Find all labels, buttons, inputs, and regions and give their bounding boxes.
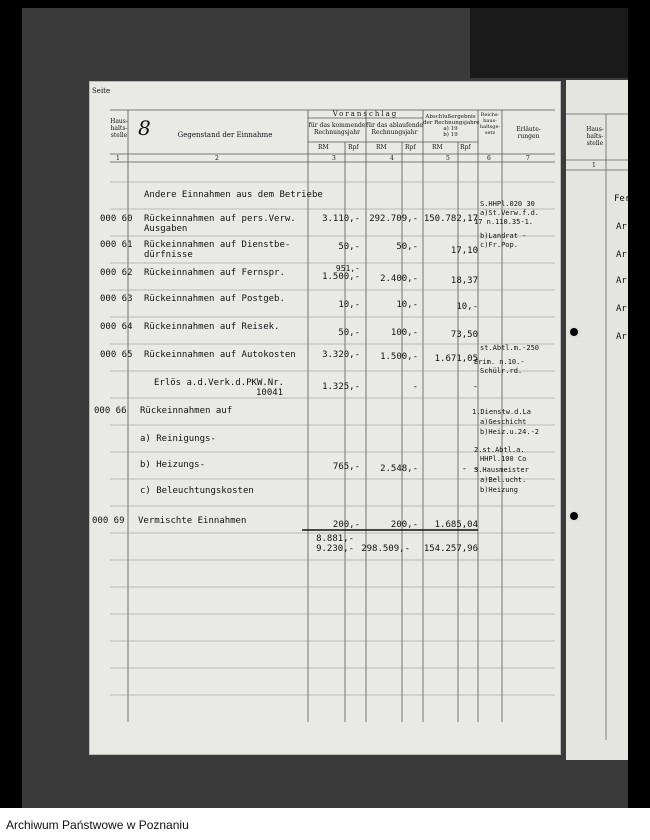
amount-col3: 3.110,- bbox=[322, 214, 360, 224]
rpf-label: Rpf bbox=[460, 144, 471, 151]
amount-col3: 3.320,- bbox=[322, 350, 360, 360]
row-code: 000 60 bbox=[100, 214, 133, 224]
next-fragment: Ar bbox=[616, 250, 627, 260]
row-code: 000 66 bbox=[94, 406, 127, 416]
rm-label: RM bbox=[376, 144, 387, 151]
header-gegenstand: Gegenstand der Einnahme bbox=[177, 131, 273, 139]
punch-hole bbox=[568, 326, 580, 338]
amount-col3: 1.325,- bbox=[322, 382, 360, 392]
amount-col5: 1.685,04 bbox=[434, 520, 478, 530]
note: S.HHPl.020 30 bbox=[480, 200, 535, 208]
row-code: 000 64 bbox=[100, 322, 133, 332]
col-num-7: 7 bbox=[526, 155, 530, 162]
ledger-page bbox=[90, 82, 560, 754]
note: a)St.Verw.f.d. bbox=[480, 209, 540, 217]
amount-col5: 150.782,17 bbox=[423, 214, 478, 224]
note: 2.st.Abtl.a. bbox=[474, 446, 525, 454]
header-voranschlag: Voranschlag bbox=[332, 110, 399, 118]
note: b)Heiz.u.24.-2 bbox=[480, 428, 540, 436]
archive-footer bbox=[0, 808, 650, 840]
col-num-2: 2 bbox=[215, 155, 219, 162]
amount-col4: 50,- bbox=[396, 242, 418, 252]
row-code: 000 62 bbox=[100, 268, 133, 278]
row-text: Rückeinnahmen auf Dienstbe- bbox=[144, 240, 291, 250]
note: Schülr.rd. bbox=[480, 367, 523, 375]
row-code: 000 65 bbox=[100, 350, 133, 360]
next-header-haushaltsstelle: Haus- halts- stelle bbox=[586, 126, 604, 147]
row-text: Rückeinnahmen auf Fernspr. bbox=[144, 268, 285, 278]
total-col4: 298.509,- bbox=[361, 544, 410, 554]
col-num-5: 5 bbox=[446, 155, 450, 162]
section-title: Andere Einnahmen aus dem Betriebe bbox=[144, 190, 323, 200]
note: b)Heizung bbox=[480, 486, 518, 494]
amount-col5: 10,- bbox=[456, 302, 478, 312]
note: Erim. n.10.- bbox=[474, 358, 525, 366]
row-text: Vermischte Einnahmen bbox=[138, 516, 247, 526]
note: b)Landrat - bbox=[480, 232, 527, 240]
amount-col4: 100,- bbox=[390, 328, 418, 338]
row-text: a) Reinigungs- bbox=[140, 434, 216, 444]
next-fragment: Ar bbox=[616, 332, 627, 342]
amount-col4: 200,- bbox=[390, 520, 418, 530]
header-reichs: Reichs- haus- haltsge- setz bbox=[479, 112, 501, 136]
amount-col5: 18,37 bbox=[450, 276, 478, 286]
row-code: 000 63 bbox=[100, 294, 133, 304]
note: 17 n.110.35-1. bbox=[474, 218, 534, 226]
next-page-edge bbox=[566, 80, 631, 760]
amount-col4: - bbox=[412, 382, 418, 392]
total-col5: 154.257,96 bbox=[423, 544, 478, 554]
next-fragment: Ar bbox=[616, 304, 627, 314]
next-col-num-1: 1 bbox=[592, 162, 596, 169]
note: a)Bel.ucht. bbox=[480, 476, 527, 484]
col-num-1: 1 bbox=[116, 155, 120, 162]
rm-label: RM bbox=[318, 144, 329, 151]
row-text: Rückeinnahmen auf bbox=[140, 406, 233, 416]
row-text: c) Beleuchtungskosten bbox=[140, 486, 254, 496]
note: a)Geschicht bbox=[480, 418, 527, 426]
header-kommende: für das kommende Rechnungsjahr bbox=[308, 122, 366, 136]
amount-col5: 17,10 bbox=[450, 246, 478, 256]
header-abschluss: Abschlußergebnis der Rechnungsjahre a) 19 b) 19 bbox=[423, 114, 480, 138]
row-code: 000 61 bbox=[100, 240, 133, 250]
total-col3-top: 8.881,- bbox=[316, 534, 354, 544]
row-text-cont: 10041 bbox=[256, 388, 284, 398]
amount-col3: 50,- bbox=[338, 328, 360, 338]
seite-label: Seite bbox=[92, 87, 111, 95]
amount-col4: 2.548,- bbox=[380, 464, 418, 474]
archive-credit: Archiwum Państwowe w Poznaniu bbox=[6, 818, 189, 832]
amount-col5: 73,50 bbox=[450, 330, 478, 340]
rpf-label: Rpf bbox=[348, 144, 359, 151]
rpf-label: Rpf bbox=[405, 144, 416, 151]
next-fragment: Fer bbox=[614, 194, 631, 204]
note: st.Abtl.m.-250 bbox=[480, 344, 540, 352]
amount-col5: - bbox=[472, 382, 478, 392]
total-col3: 9.230,- bbox=[316, 544, 354, 554]
amount-col4: 10,- bbox=[396, 300, 418, 310]
note: 3.Hausmeister bbox=[474, 466, 529, 474]
row-code: 000 69 bbox=[92, 516, 125, 526]
scan-shadow bbox=[470, 8, 628, 78]
page-number: 8 bbox=[138, 116, 151, 140]
amount-col3: 200,- bbox=[332, 520, 360, 530]
col-num-3: 3 bbox=[332, 155, 336, 162]
amount-col3: 10,- bbox=[338, 300, 360, 310]
amount-col3: 1.500,- bbox=[322, 272, 360, 282]
row-text: b) Heizungs- bbox=[140, 460, 206, 470]
next-page-grid bbox=[566, 80, 631, 760]
punch-hole bbox=[568, 510, 580, 522]
header-haushaltsstelle: Haus- halts- stelle bbox=[110, 118, 128, 139]
row-text: Rückeinnahmen auf Reisek. bbox=[144, 322, 280, 332]
rm-label: RM bbox=[432, 144, 443, 151]
next-fragment: Ar bbox=[616, 276, 627, 286]
row-text: Rückeinnahmen auf Autokosten bbox=[144, 350, 296, 360]
next-fragment: Ar bbox=[616, 222, 627, 232]
amount-col4: 1.500,- bbox=[380, 352, 418, 362]
header-erlaeuterungen: Erläute- rungen bbox=[516, 126, 541, 140]
row-text: Erlös a.d.Verk.d.PKW.Nr. bbox=[154, 378, 285, 388]
note: 1.Dienstw.d.La bbox=[472, 408, 532, 416]
header-ablaufende: für das ablaufende Rechnungsjahr bbox=[366, 122, 424, 136]
row-text-cont: dürfnisse bbox=[144, 250, 193, 260]
amount-col4: 292.709,- bbox=[369, 214, 418, 224]
amount-col3-correction: 951,- bbox=[335, 264, 360, 273]
amount-col3: 50,- bbox=[338, 242, 360, 252]
row-text: Rückeinnahmen auf Postgeb. bbox=[144, 294, 285, 304]
amount-col3: 765,- bbox=[332, 462, 360, 472]
amount-col5: - - bbox=[461, 464, 478, 474]
row-text-cont: Ausgaben bbox=[144, 224, 188, 234]
row-text: Rückeinnahmen auf pers.Verw. bbox=[144, 214, 296, 224]
note: c)Fr.Pop. bbox=[480, 241, 518, 249]
amount-col4: 2.400,- bbox=[380, 274, 418, 284]
col-num-6: 6 bbox=[487, 155, 491, 162]
col-num-4: 4 bbox=[390, 155, 394, 162]
note: HHPl.100 Co bbox=[480, 455, 527, 463]
amount-col5: 1.671,05 bbox=[434, 354, 478, 364]
